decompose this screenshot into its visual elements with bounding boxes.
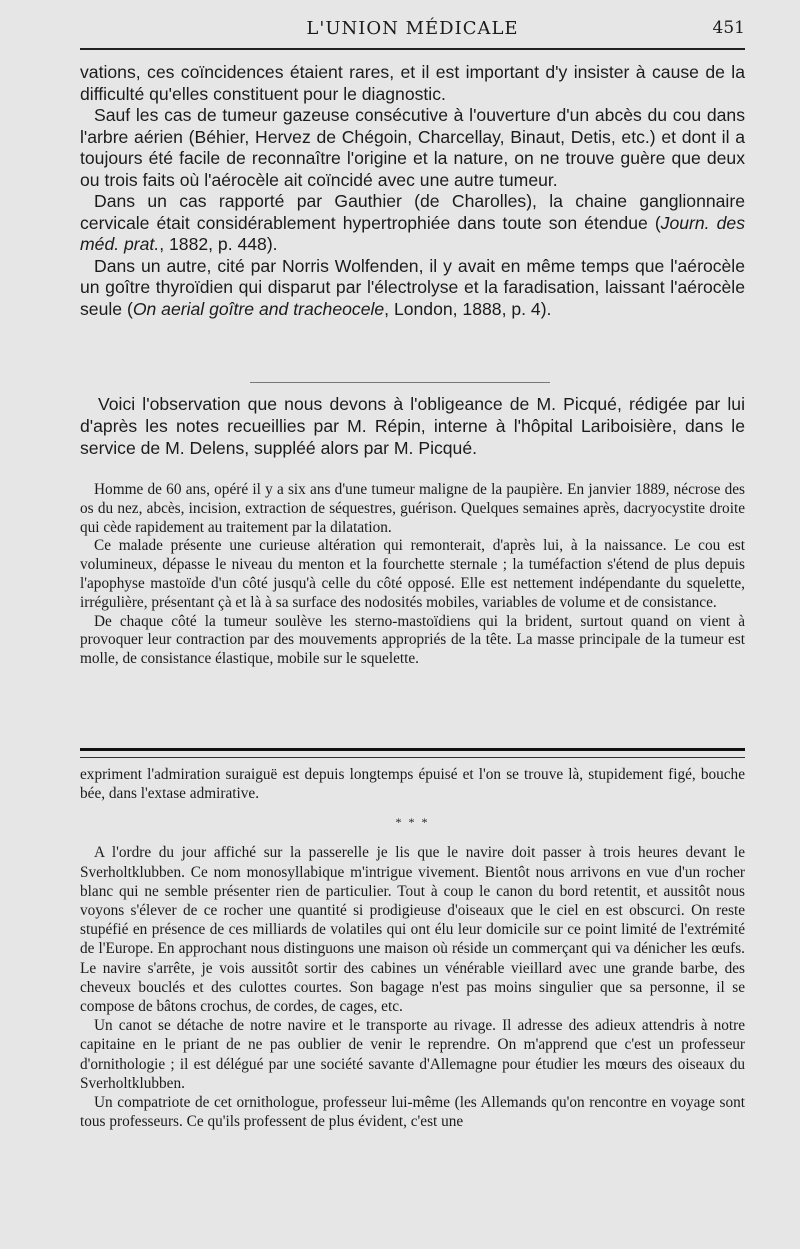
paragraph-norris xyxy=(80,256,745,321)
gauthier-citation: Journ. des méd. prat. xyxy=(80,212,745,254)
paragraph-coincidences: vations, ces coïncidences étaient rares, et il est important d'y insister à cause de la difficulté qu'elles constituent pour le diagnostic. xyxy=(80,62,745,104)
gauthier-text: Dans un cas rapporté par Gauthier (de Charolles), la chaine ganglionnaire cervicale était considérablement hypertrophiée dans toute son étendue ( xyxy=(80,191,745,233)
norris-citation: On aerial goître and tracheocele xyxy=(132,298,385,319)
observation-paragraph: Homme de 60 ans, opéré il y a six ans d'une tumeur maligne de la paupière. En janvier 1889, nécrose des os du nez, abcès, incision, extraction de séquestres, guérison. Quelques semaines après, dacryocystite droite qui cède rapidement au traitement par la dilatation. xyxy=(80,481,745,536)
section-divider xyxy=(250,382,550,383)
paragraph-gaseous-tumor: Sauf les cas de tumeur gazeuse consécutive à l'ouverture d'un abcès du cou dans l'arbre aérien (Béhier, Hervez de Chégoin, Charcellay, Binaut, Detis, etc.) et dont il a toujours été facile de reconnaître l'origine et la nature, on ne trouve guère que deux ou trois faits où l'aérocèle ait coïncidé avec une autre tumeur. xyxy=(80,105,745,190)
norris-text: Dans un autre, cité par Norris Wolfenden, il y avait en même temps que l'aérocèle un goître thyroïdien qui disparut par l'électrolyse et la faradisation, laissant l'aérocèle seule ( xyxy=(80,255,745,319)
feuilleton-paragraph: A l'ordre du jour affiché sur la passerelle je lis que le navire doit passer à trois heures devant le Sverholtklubben. Ce nom monosyllabique m'intrigue vivement. Bientôt nous arrivons en vue d'un rocher blanc qui ne semble présenter rien de particulier. Tout à coup le canon du bord retentit, et aussitôt nous voyons s'élever de ce rocher une quantité si prodigieuse d'oiseaux que le ciel en est obscurci. On reste stupéfié en présence de ces milliards de volatiles qui ont élu leur domicile sur ce point limité de l'extrémité de l'Europe. En approchant nous distinguons une maison où réside un commerçant qui va dénicher les œufs. Le navire s'arrête, je vois aussitôt sortir des cabines un vénérable vieillard avec une grande barbe, des cheveux bouclés et des culottes courtes. Son bagage n'est pas moins singulier que sa personne, il se compose de bâtons crochus, de cordes, de cages, etc. xyxy=(80,844,745,1016)
paragraph-gauthier xyxy=(80,191,745,256)
observation-paragraph: Ce malade présente une curieuse altération qui remonterait, d'après lui, à la naissance. Le cou est volumineux, dépasse le niveau du menton et la fourchette sternale ; la tuméfaction s'étend de plus depuis l'apophyse mastoïde d'un côté jusqu'à celle du côté opposé. Elle est nettement indépendante du squelette, irrégulière, présentant çà et là à sa surface des nodosités mobiles, variables de volume et de consistance. xyxy=(80,537,745,611)
feuilleton-paragraph: Un canot se détache de notre navire et le transporte au rivage. Il adresse des adieux attendris à notre capitaine en le priant de ne pas oublier de venir le reprendre. On m'apprend que c'est un professeur d'ornithologie ; il est délégué par une société savante d'Allemagne pour étudier les mœurs des oiseaux du Sverholtklubben. xyxy=(80,1017,745,1092)
article-continuation xyxy=(80,62,745,320)
asterism: * * * xyxy=(395,815,430,830)
observation-paragraph: De chaque côté la tumeur soulève les sterno-mastoïdiens qui la brident, surtout quand on vient à provoquer leur contraction par des mouvements appropriés de la tête. La masse principale de la tumeur est molle, de consistance élastique, mobile sur le squelette. xyxy=(80,612,745,668)
running-title: L'UNION MÉDICALE xyxy=(306,18,519,39)
feuilleton-divider xyxy=(80,748,745,758)
gauthier-reference: , 1882, p. 448). xyxy=(159,234,278,254)
paragraph-intro: Voici l'observation que nous devons à l'obligeance de M. Picqué, rédigée par lui d'après les notes recueillies par M. Répin, interne à l'hôpital Lariboisière, dans le service de M. Delens, suppléé alors par M. Picqué. xyxy=(80,394,745,458)
header-rule xyxy=(80,48,745,50)
page-number: 451 xyxy=(712,18,745,38)
observation-intro xyxy=(80,393,745,459)
clinical-observation xyxy=(80,481,745,669)
feuilleton-paragraph: Un compatriote de cet ornithologue, professeur lui-même (les Allemands qu'on rencontre en voyage sont tous professeurs. Ce qu'ils professent de plus évident, c'est une xyxy=(80,1094,745,1131)
feuilleton xyxy=(80,765,745,1131)
page-header xyxy=(80,18,745,48)
norris-reference: , London, 1888, p. 4). xyxy=(384,298,552,319)
feuilleton-opening: expriment l'admiration suraiguë est depuis longtemps épuisé et l'on se trouve là, stupidement figé, bouche bée, dans l'extase admirative. xyxy=(80,766,745,803)
